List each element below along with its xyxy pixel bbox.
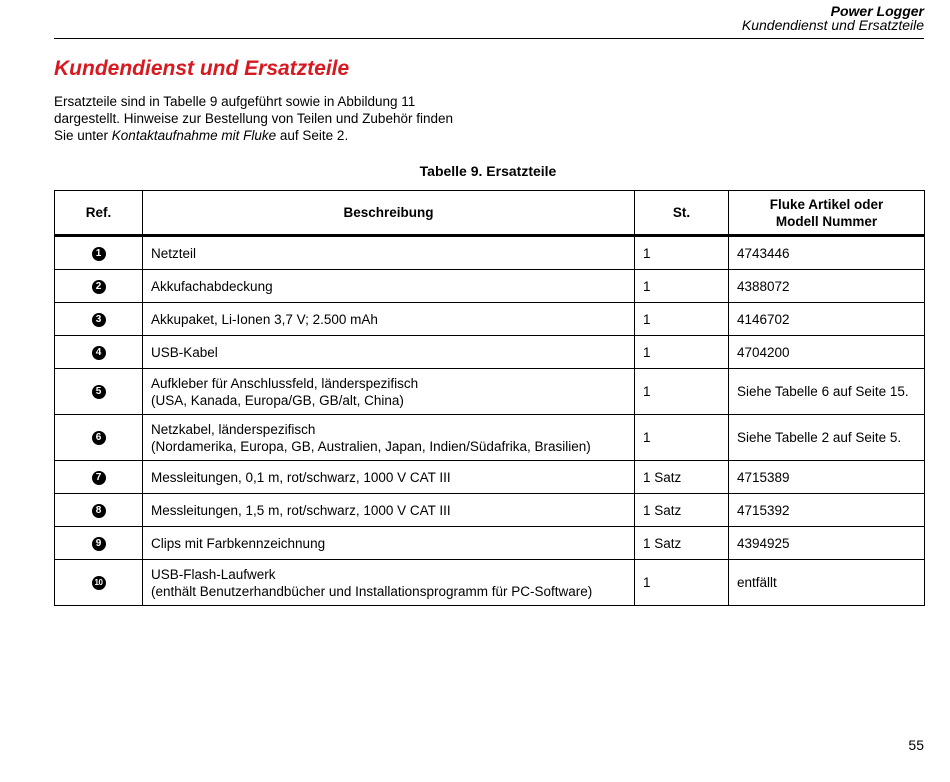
description-cell <box>143 270 635 303</box>
description-line: Aufkleber für Anschlussfeld, länderspezifisch <box>151 375 419 391</box>
table-row <box>55 270 925 303</box>
ref-number-badge: 5 <box>92 385 106 399</box>
ref-number-badge: 1 <box>92 247 106 261</box>
ref-number-badge: 2 <box>92 280 106 294</box>
ref-cell <box>55 236 143 270</box>
ref-cell <box>55 336 143 369</box>
table-row <box>55 560 925 606</box>
ref-cell <box>55 369 143 415</box>
part-number-cell: 4743446 <box>729 236 925 270</box>
intro-paragraph <box>54 93 474 144</box>
table-row <box>55 369 925 415</box>
part-number-cell: 4394925 <box>729 527 925 560</box>
quantity-cell: 1 <box>635 270 729 303</box>
ref-cell <box>55 415 143 461</box>
part-number-cell: 4715392 <box>729 494 925 527</box>
table-row <box>55 461 925 494</box>
parts-table <box>54 190 925 606</box>
ref-number-badge: 9 <box>92 537 106 551</box>
section-title: Kundendienst und Ersatzteile <box>54 57 350 80</box>
description-cell <box>143 461 635 494</box>
quantity-cell: 1 <box>635 303 729 336</box>
part-number-cell: 4704200 <box>729 336 925 369</box>
ref-number-badge: 6 <box>92 431 106 445</box>
ref-number-badge: 3 <box>92 313 106 327</box>
part-number-cell: 4715389 <box>729 461 925 494</box>
table-row <box>55 494 925 527</box>
header-part-line2: Modell Nummer <box>775 213 878 229</box>
table-body <box>55 236 925 606</box>
quantity-cell: 1 Satz <box>635 527 729 560</box>
intro-text-1: Ersatzteile sind in Tabelle 9 aufgeführt sowie in Abbildung 11 dargestellt. Hinweise zur Bestellung von Teilen und Zubehör finden Sie unter <box>54 94 453 143</box>
description-detail-line: (enthält Benutzerhandbücher und Installationsprogramm für PC-Software) <box>151 583 593 599</box>
ref-cell <box>55 494 143 527</box>
table-row <box>55 336 925 369</box>
part-number-cell: Siehe Tabelle 2 auf Seite 5. <box>729 415 925 461</box>
quantity-cell: 1 <box>635 369 729 415</box>
description-line: USB-Kabel <box>151 344 218 360</box>
description-line: Netzkabel, länderspezifisch <box>151 421 316 437</box>
page-header-subtitle: Kundendienst und Ersatzteile <box>741 17 924 33</box>
description-detail-line: (Nordamerika, Europa, GB, Australien, Japan, Indien/Südafrika, Brasilien) <box>151 438 591 454</box>
quantity-cell: 1 Satz <box>635 494 729 527</box>
description-cell <box>143 560 635 606</box>
header-description: Beschreibung <box>143 191 635 236</box>
ref-number-badge: 10 <box>92 576 106 590</box>
table-row <box>55 303 925 336</box>
description-line: Netzteil <box>151 245 197 261</box>
table-row <box>55 236 925 270</box>
quantity-cell: 1 <box>635 236 729 270</box>
table-caption: Tabelle 9. Ersatzteile <box>419 163 557 179</box>
quantity-cell: 1 <box>635 336 729 369</box>
intro-text-2: auf Seite 2. <box>276 128 349 143</box>
quantity-cell: 1 <box>635 415 729 461</box>
header-rule <box>54 38 924 39</box>
description-line: USB-Flash-Laufwerk <box>151 566 276 582</box>
description-cell <box>143 494 635 527</box>
description-cell <box>143 527 635 560</box>
ref-cell <box>55 560 143 606</box>
description-line: Messleitungen, 0,1 m, rot/schwarz, 1000 V CAT III <box>151 469 451 485</box>
quantity-cell: 1 <box>635 560 729 606</box>
header-part-line1: Fluke Artikel oder <box>769 196 884 212</box>
description-cell <box>143 415 635 461</box>
header-qty: St. <box>635 191 729 236</box>
ref-number-badge: 4 <box>92 346 106 360</box>
part-number-cell: entfällt <box>729 560 925 606</box>
description-line: Akkufachabdeckung <box>151 278 273 294</box>
page-number: 55 <box>908 737 924 753</box>
intro-reference: Kontaktaufnahme mit Fluke <box>111 128 277 143</box>
header-part-number <box>729 191 925 236</box>
description-line: Messleitungen, 1,5 m, rot/schwarz, 1000 V CAT III <box>151 502 451 518</box>
description-cell <box>143 336 635 369</box>
description-cell <box>143 236 635 270</box>
table-header-row <box>55 191 925 236</box>
description-cell <box>143 369 635 415</box>
ref-cell <box>55 303 143 336</box>
table-row <box>55 415 925 461</box>
ref-number-badge: 8 <box>92 504 106 518</box>
ref-number-badge: 7 <box>92 471 106 485</box>
quantity-cell: 1 Satz <box>635 461 729 494</box>
description-line: Akkupaket, Li-Ionen 3,7 V; 2.500 mAh <box>151 311 378 327</box>
part-number-cell: Siehe Tabelle 6 auf Seite 15. <box>729 369 925 415</box>
description-line: Clips mit Farbkennzeichnung <box>151 535 326 551</box>
part-number-cell: 4388072 <box>729 270 925 303</box>
description-cell <box>143 303 635 336</box>
part-number-cell: 4146702 <box>729 303 925 336</box>
table-row <box>55 527 925 560</box>
page-header-title: Power Logger <box>830 3 924 19</box>
header-ref: Ref. <box>55 191 143 236</box>
ref-cell <box>55 461 143 494</box>
ref-cell <box>55 270 143 303</box>
description-detail-line: (USA, Kanada, Europa/GB, GB/alt, China) <box>151 392 404 408</box>
ref-cell <box>55 527 143 560</box>
